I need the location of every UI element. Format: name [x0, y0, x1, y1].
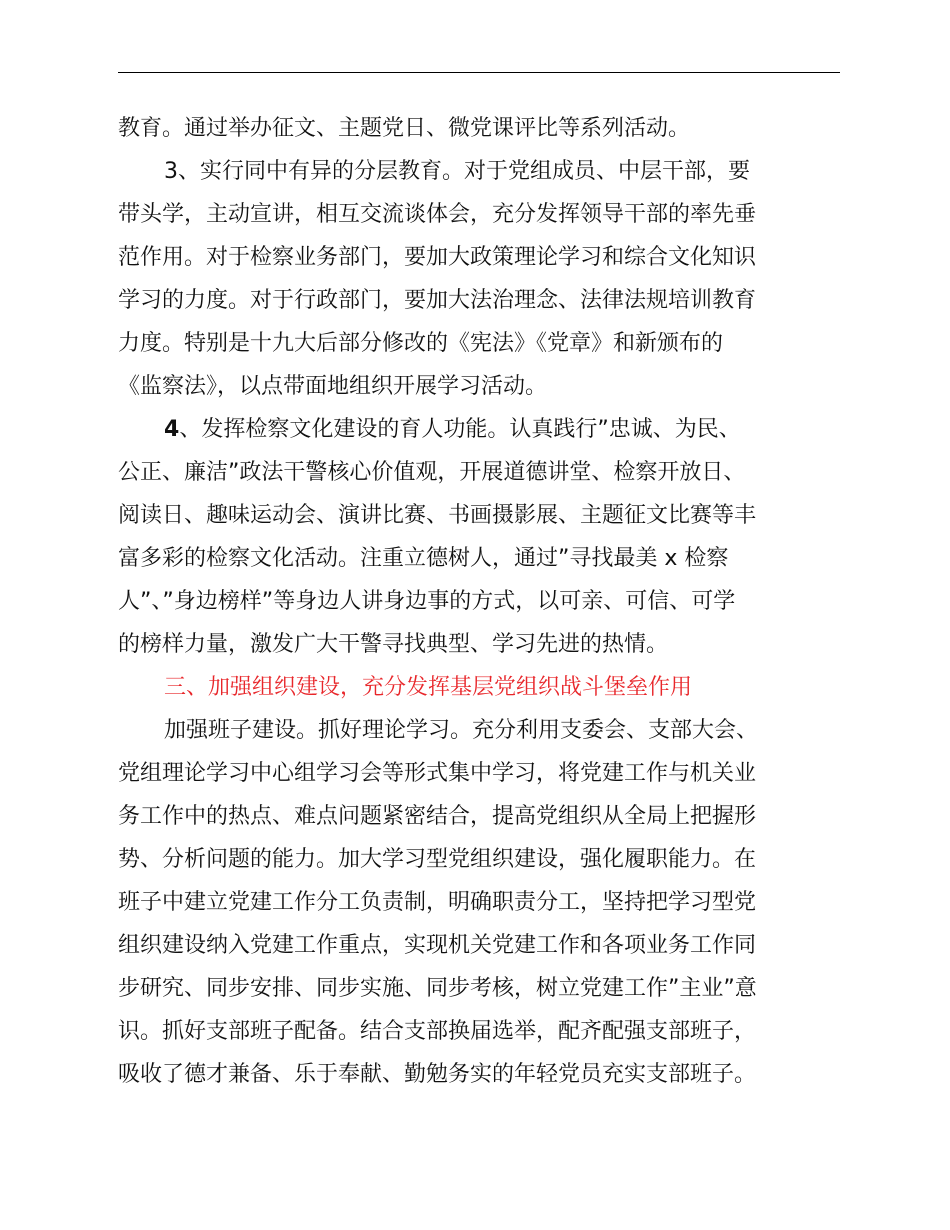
list-item-4-start	[118, 408, 840, 451]
item-number: 4	[164, 417, 180, 442]
list-item-3-start: 3、实行同中有异的分层教育。对于党组成员、中层干部，要	[164, 159, 750, 184]
body-line: 党组理论学习中心组学习会等形式集中学习，将党建工作与机关业	[118, 761, 757, 786]
paragraph-start: 加强班子建设。抓好理论学习。充分利用支委会、支部大会、	[164, 718, 759, 743]
body-line: 教育。通过举办征文、主题党日、微党课评比等系列活动。	[118, 116, 691, 141]
header-rule	[118, 72, 840, 73]
body-line: 班子中建立党建工作分工负责制，明确职责分工，坚持把学习型党	[118, 890, 757, 915]
body-line: 范作用。对于检察业务部门，要加大政策理论学习和综合文化知识	[118, 245, 757, 270]
body-line: 学习的力度。对于行政部门，要加大法治理念、法律法规培训教育	[118, 288, 757, 313]
body-line: 吸收了德才兼备、乐于奉献、勤勉务实的年轻党员充实支部班子。	[118, 1062, 757, 1087]
body-line: 富多彩的检察文化活动。注重立德树人，通过”寻找最美 x 检察	[118, 546, 729, 571]
body-line: 带头学，主动宣讲，相互交流谈体会，充分发挥领导干部的率先垂	[118, 202, 757, 227]
body-line: 组织建设纳入党建工作重点，实现机关党建工作和各项业务工作同	[118, 933, 757, 958]
body-line: 务工作中的热点、难点问题紧密结合，提高党组织从全局上把握形	[118, 804, 757, 829]
section-heading: 三、加强组织建设，充分发挥基层党组织战斗堡垒作用	[164, 675, 693, 700]
body-line: 步研究、同步安排、同步实施、同步考核，树立党建工作”主业”意	[118, 976, 757, 1001]
body-line: 识。抓好支部班子配备。结合支部换届选举，配齐配强支部班子，	[118, 1019, 757, 1044]
list-item-4-text: 、发挥检察文化建设的育人功能。认真践行”忠诚、为民、	[179, 417, 741, 442]
body-line: 力度。特别是十九大后部分修改的《宪法》《党章》和新颁布的	[118, 331, 724, 356]
body-line: 公正、廉洁”政法干警核心价值观，开展道德讲堂、检察开放日、	[118, 460, 746, 485]
body-line: 《监察法》，以点带面地组织开展学习活动。	[118, 374, 548, 399]
body-line: 的榜样力量，激发广大干警寻找典型、学习先进的热情。	[118, 632, 669, 657]
body-line: 势、分析问题的能力。加大学习型党组织建设，强化履职能力。在	[118, 847, 757, 872]
body-line: 人”、”身边榜样”等身边人讲身边事的方式，以可亲、可信、可学	[118, 589, 736, 614]
document-body	[118, 107, 840, 1096]
body-line: 阅读日、趣味运动会、演讲比赛、书画摄影展、主题征文比赛等丰	[118, 503, 757, 528]
